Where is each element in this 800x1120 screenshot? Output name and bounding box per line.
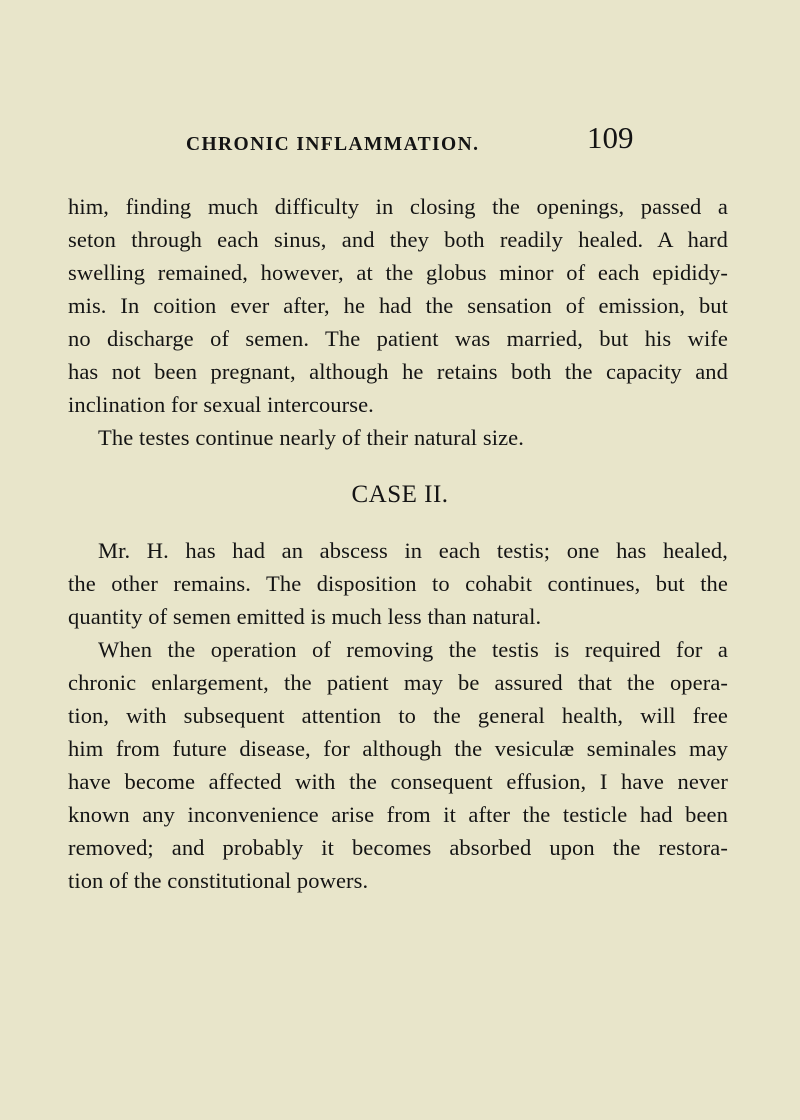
text-line: Mr. H. has had an abscess in each testis; one has healed, bbox=[98, 538, 728, 563]
text-line: tion of the constitutional powers. bbox=[68, 868, 369, 893]
text-line: known any inconvenience arise from it after the testicle had been bbox=[68, 802, 728, 827]
text-line: chronic enlargement, the patient may be assured that the opera- bbox=[68, 670, 728, 695]
text-line: tion, with subsequent attention to the general health, will free bbox=[68, 703, 728, 728]
text-line: removed; and probably it becomes absorbed upon the restora- bbox=[68, 835, 728, 860]
text-line: has not been pregnant, although he retains both the capacity and bbox=[68, 359, 728, 384]
running-title: CHRONIC INFLAMMATION. bbox=[186, 134, 480, 155]
text-line: him from future disease, for although the vesiculæ seminales may bbox=[68, 736, 728, 761]
text-line: The testes continue nearly of their natural size. bbox=[98, 425, 524, 450]
running-head bbox=[186, 110, 634, 160]
text-line: When the operation of removing the testis is required for a bbox=[98, 637, 728, 662]
text-line: swelling remained, however, at the globus minor of each epididy- bbox=[68, 260, 728, 285]
text-line: him, finding much difficulty in closing the openings, passed a bbox=[68, 194, 728, 219]
text-line: no discharge of semen. The patient was married, but his wife bbox=[68, 326, 728, 351]
text-line: quantity of semen emitted is much less than natural. bbox=[68, 604, 542, 629]
text-line: mis. In coition ever after, he had the sensation of emission, but bbox=[68, 293, 728, 318]
section-heading: CASE II. bbox=[351, 481, 449, 508]
page-number: 109 bbox=[587, 120, 634, 155]
text-line: seton through each sinus, and they both readily healed. A hard bbox=[68, 227, 728, 252]
text-line: inclination for sexual intercourse. bbox=[68, 392, 374, 417]
text-line: have become affected with the consequent effusion, I have never bbox=[68, 769, 728, 794]
text-line: the other remains. The disposition to cohabit continues, but the bbox=[68, 571, 728, 596]
